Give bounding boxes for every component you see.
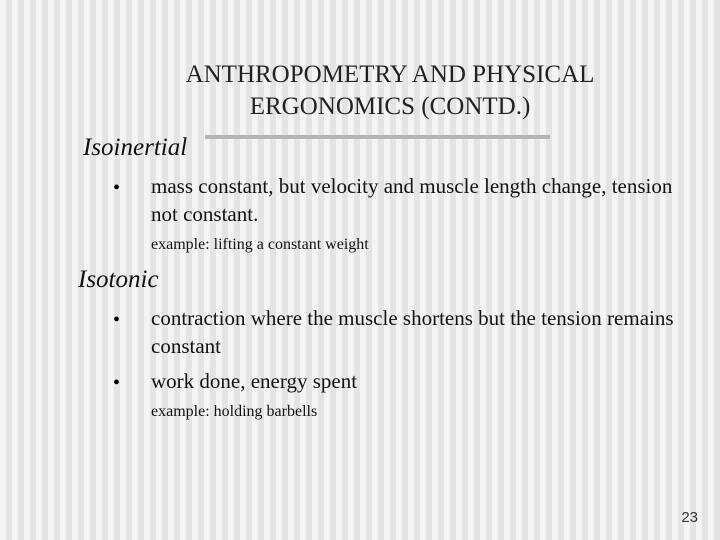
bullet-text: mass constant, but velocity and muscle length change, tension not constant.: [151, 174, 673, 226]
title-underline: [205, 135, 550, 139]
section-heading-isotonic: Isotonic: [78, 266, 159, 293]
page-number: 23: [681, 509, 698, 526]
bullet-icon: •: [113, 309, 121, 331]
bullet-text: work done, energy spent: [151, 369, 358, 393]
slide-title: ANTHROPOMETRY AND PHYSICAL ERGONOMICS (CONTD.): [185, 61, 595, 120]
bullet-icon: •: [113, 177, 121, 199]
section-heading-isoinertial: Isoinertial: [83, 134, 188, 161]
example-text: example: holding barbells: [151, 403, 318, 420]
bullet-text: contraction where the muscle shortens but the tension remains constant: [151, 306, 674, 358]
example-text: example: lifting a constant weight: [151, 236, 369, 253]
bullet-icon: •: [113, 372, 121, 394]
